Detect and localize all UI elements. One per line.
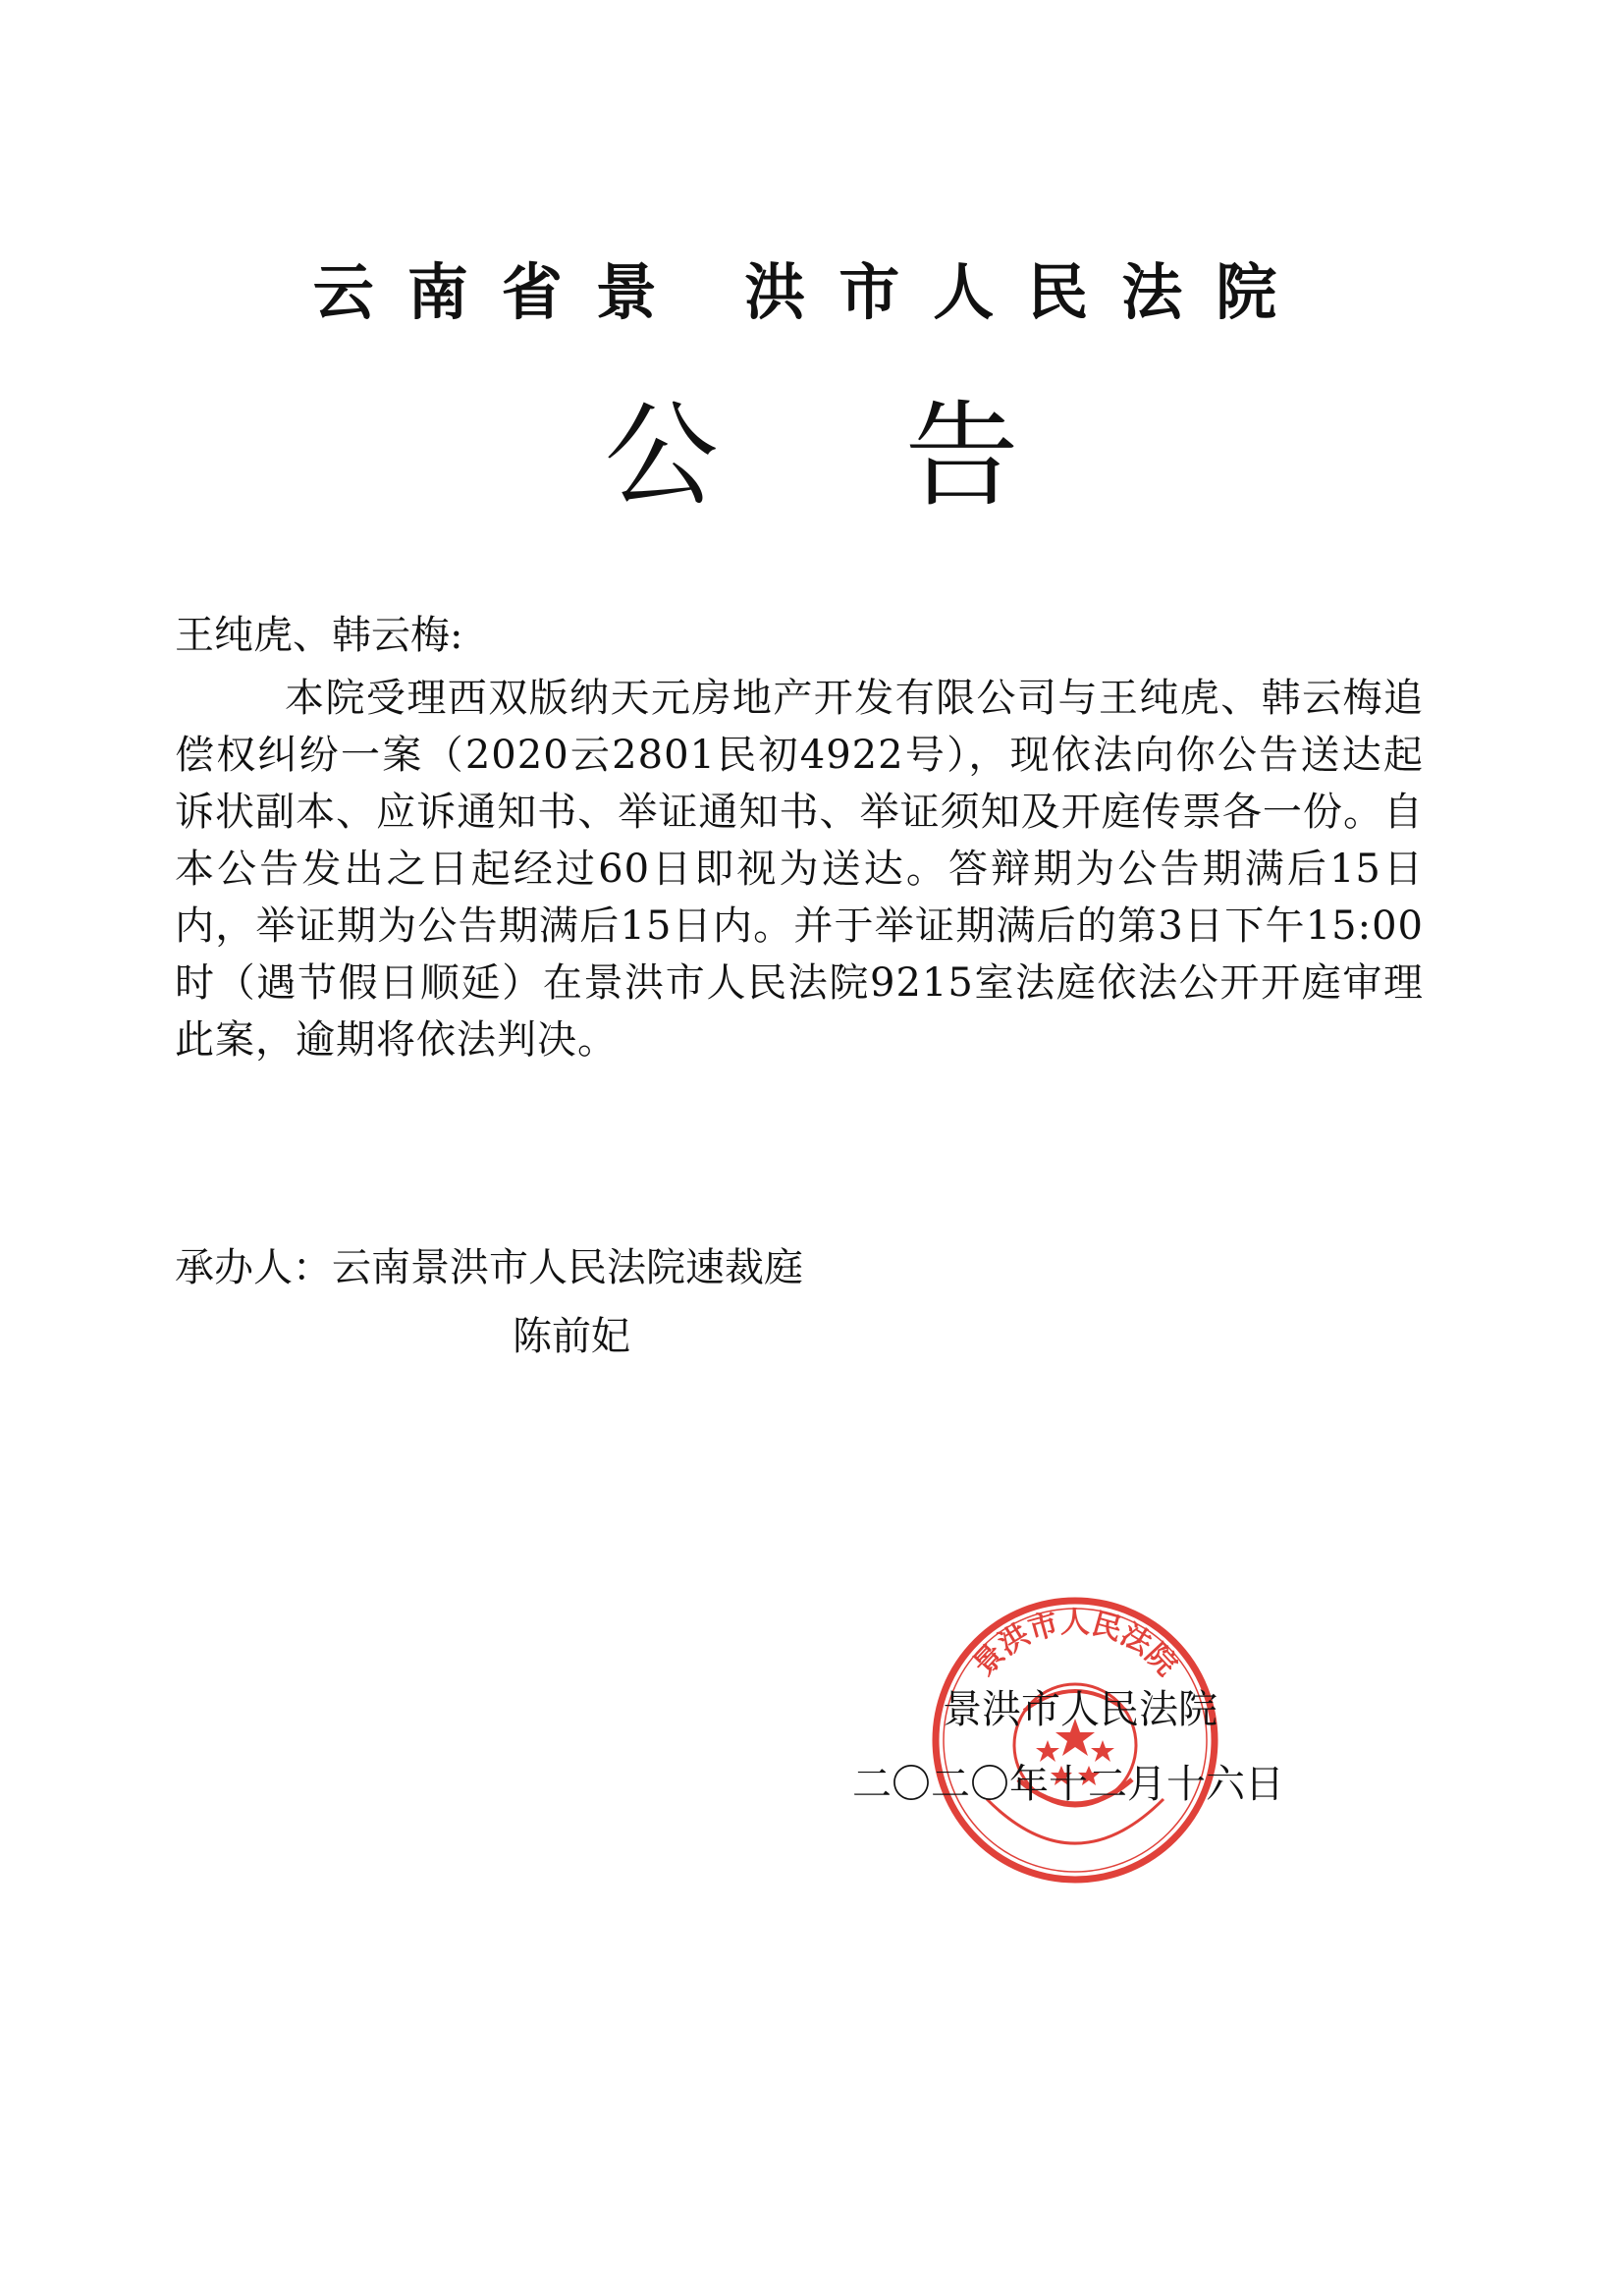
svg-text:景洪市人民法院 bbox=[967, 1606, 1184, 1682]
court-seal-stamp bbox=[928, 1593, 1222, 1887]
issuing-court: 景洪市人民法院 bbox=[943, 1687, 1217, 1732]
handler-line: 承办人：云南景洪市人民法院速裁庭 bbox=[175, 1245, 803, 1290]
handler-name: 陈前妃 bbox=[513, 1314, 630, 1359]
addressee-line: 王纯虎、韩云梅: bbox=[175, 613, 463, 658]
announcement-body: 本院受理西双版纳天元房地产开发有限公司与王纯虎、韩云梅追偿权纠纷一案（2020云2801民初4922号），现依法向你公告送达起诉状副本、应诉通知书、举证通知书、举证须知及开庭传票各一份。自本公告发出之日起经过60日即视为送达。答辩期为公告期满后15日内，举证期为公告期满后15日内。并于举证期满后的第3日下午15:00时（遇节假日顺延）在景洪市人民法院9215室法庭依法公开开庭审理此案，逾期将依法判决。 bbox=[175, 676, 1424, 1063]
seal-text: 景洪市人民法院 bbox=[966, 1605, 1184, 1683]
issue-date: 二〇二〇年十二月十六日 bbox=[852, 1762, 1284, 1807]
document-type-heading: 公告 bbox=[604, 390, 1206, 522]
court-name-heading: 云南省景 洪市人民法院 bbox=[312, 256, 1311, 328]
